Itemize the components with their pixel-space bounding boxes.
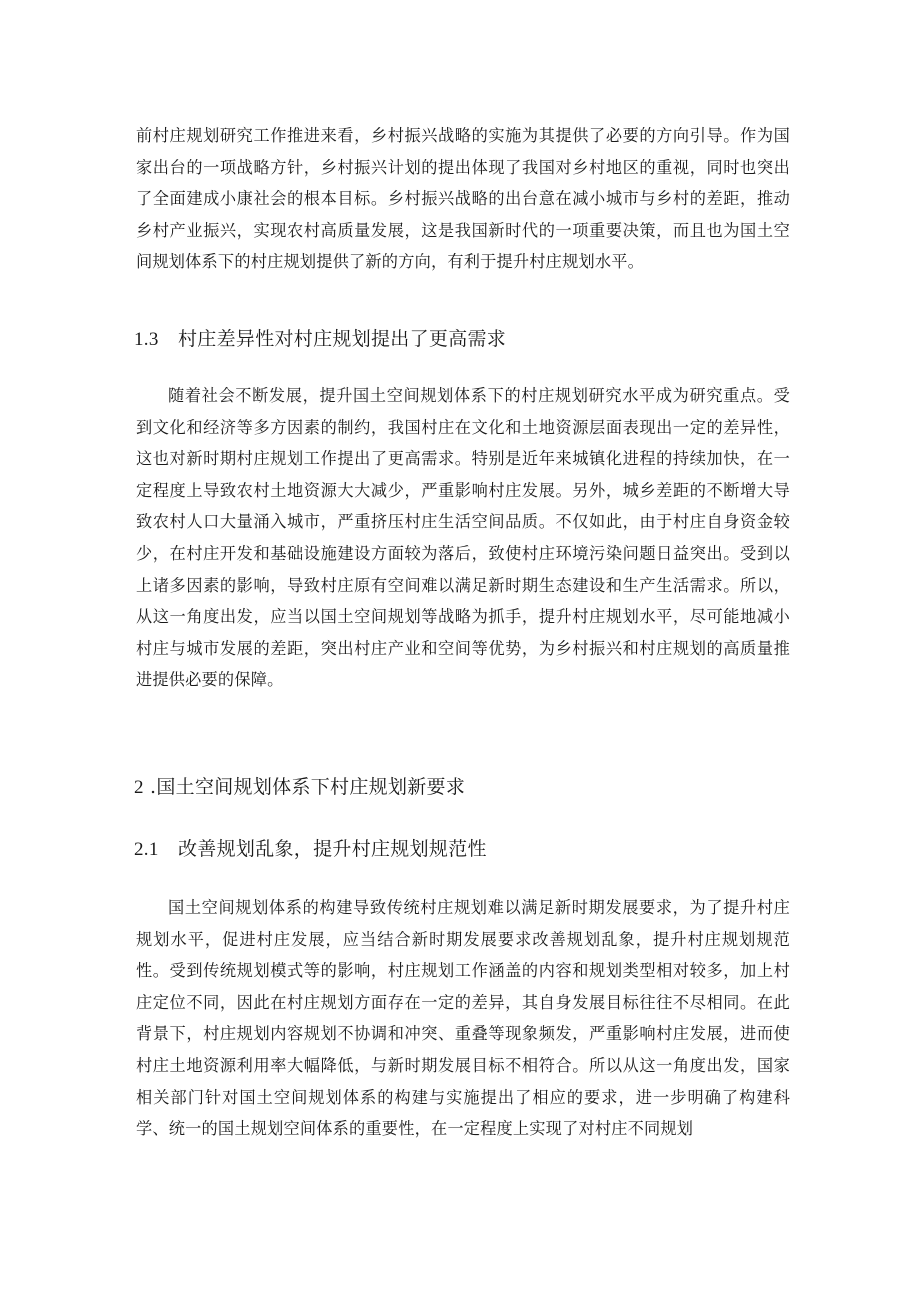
section-2-title: .国土空间规划体系下村庄规划新要求 [150,776,466,798]
section-2-1-title: 改善规划乱象，提升村庄规划规范性 [178,838,487,860]
section-2-1-number: 2.1 [134,839,159,860]
section-1-3-paragraph: 随着社会不断发展，提升国土空间规划体系下的村庄规划研究水平成为研究重点。受到文化和经济等多方因素的制约，我国村庄在文化和土地资源层面表现出一定的差异性，这也对新时期村庄规划工作提出了更高需求。特别是近年来城镇化进程的持续加快，在一定程度上导致农村土地资源大大减少，严重影响村庄发展。另外，城乡差距的不断增大导致农村人口大量涌入城市，严重挤压村庄生活空间品质。不仅如此，由于村庄自身资金较少，在村庄开发和基础设施建设方面较为落后，致使村庄环境污染问题日益突出。受到以上诸多因素的影响，导致村庄原有空间难以满足新时期生态建设和生产生活需求。所以，从这一角度出发，应当以国土空间规划等战略为抓手，提升村庄规划水平，尽可能地减小村庄与城市发展的差距，突出村庄产业和空间等优势，为乡村振兴和村庄规划的高质量推进提供必要的保障。 [136,386,790,690]
section-1-3-number: 1.3 [134,329,159,350]
section-2-number: 2 [134,777,144,798]
section-2-heading [134,774,465,801]
section-2-1-paragraph: 国土空间规划体系的构建导致传统村庄规划难以满足新时期发展要求，为了提升村庄规划水平，促进村庄发展，应当结合新时期发展要求改善规划乱象，提升村庄规划规范性。受到传统规划模式等的影响，村庄规划工作涵盖的内容和规划类型相对较多，加上村庄定位不同，因此在村庄规划方面存在一定的差异，其自身发展目标往往不尽相同。在此背景下，村庄规划内容规划不协调和冲突、重叠等现象频发，严重影响村庄发展，进而使村庄土地资源利用率大幅降低，与新时期发展目标不相符合。所以从这一角度出发，国家相关部门针对国土空间规划体系的构建与实施提出了相应的要求，进一步明确了构建科学、统一的国土规划空间体系的重要性，在一定程度上实现了对村庄不同规划 [136,898,790,1139]
section-1-3-heading [134,326,506,353]
section-2-1-heading [134,836,487,863]
section-1-3-title: 村庄差异性对村庄规划提出了更高需求 [178,328,507,350]
intro-paragraph: 前村庄规划研究工作推进来看，乡村振兴战略的实施为其提供了必要的方向引导。作为国家出台的一项战略方针，乡村振兴计划的提出体现了我国对乡村地区的重视，同时也突出了全面建成小康社会的根本目标。乡村振兴战略的出台意在减小城市与乡村的差距，推动乡村产业振兴，实现农村高质量发展，这是我国新时代的一项重要决策，而且也为国土空间规划体系下的村庄规划提供了新的方向，有利于提升村庄规划水平。 [136,126,790,272]
